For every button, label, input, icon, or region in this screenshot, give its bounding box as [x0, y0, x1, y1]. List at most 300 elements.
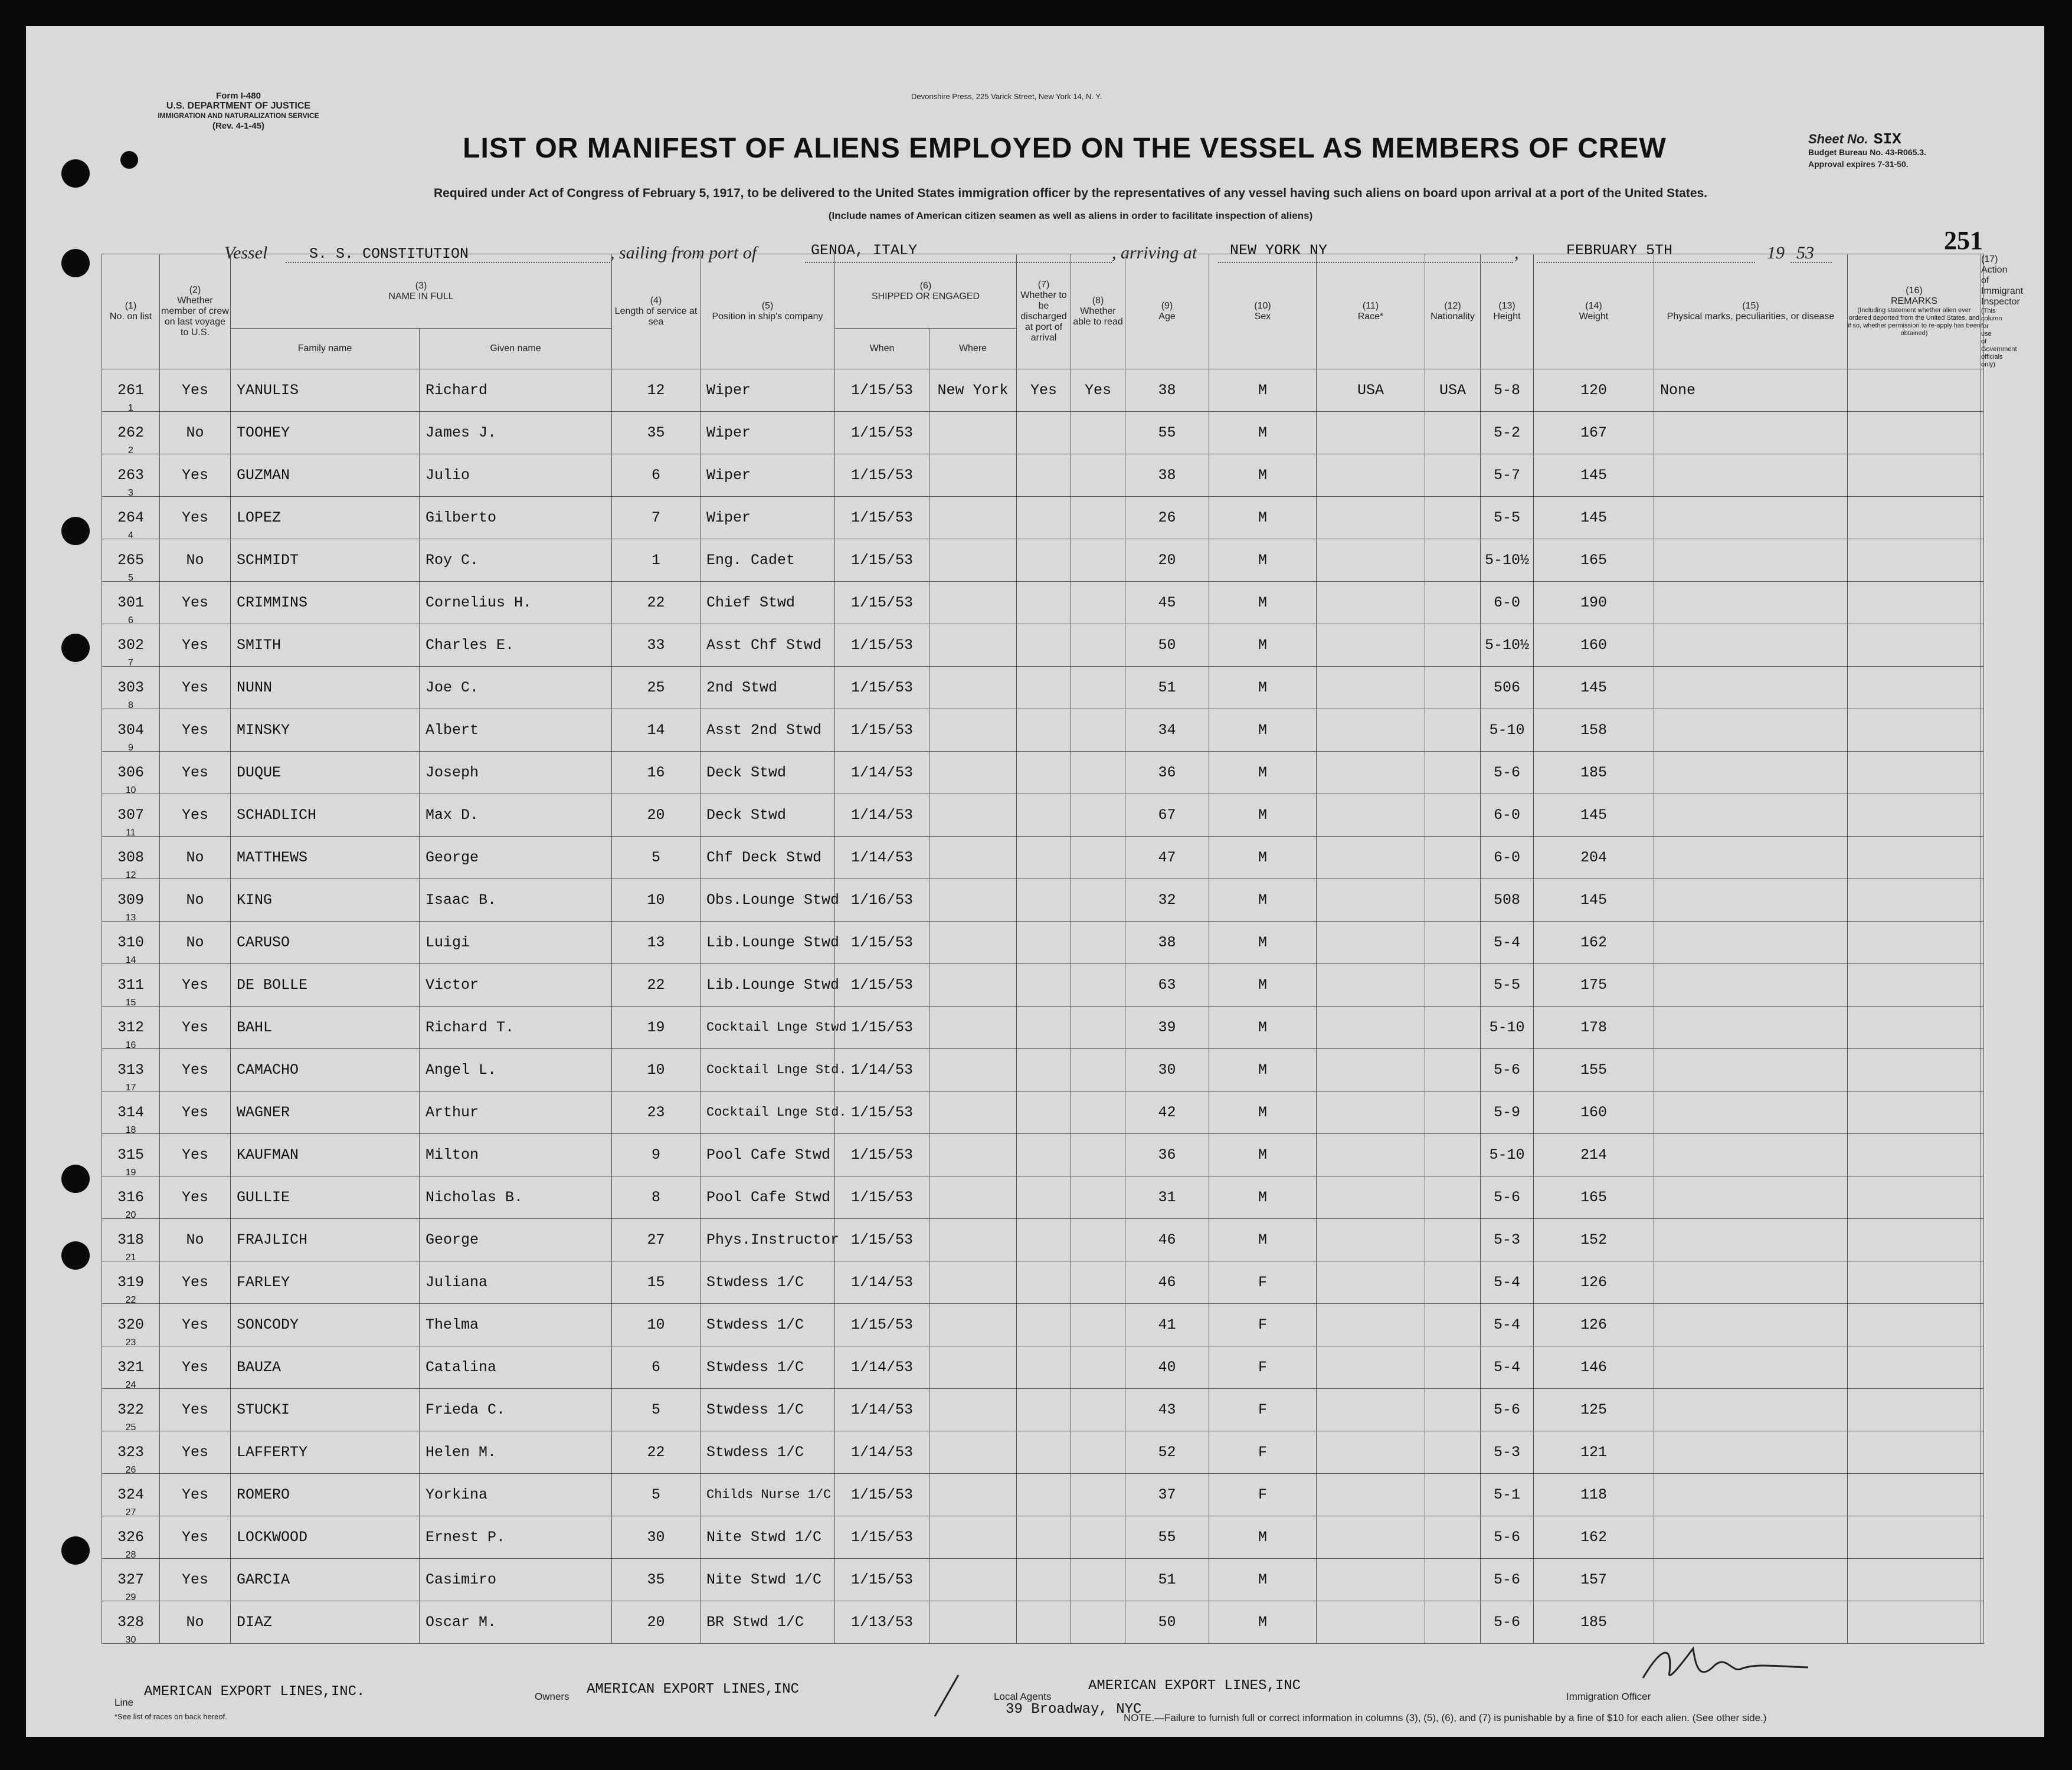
cell-service: 22	[612, 964, 701, 1007]
cell-action	[1981, 794, 1984, 837]
cell-age: 38	[1125, 922, 1209, 964]
cell-where	[929, 837, 1017, 879]
cell-disch	[1017, 667, 1071, 709]
cell-family: STUCKI	[231, 1389, 420, 1431]
cell-height: 5-6	[1481, 1176, 1534, 1219]
cell-nat	[1425, 1474, 1481, 1516]
revision: (Rev. 4-1-45)	[212, 121, 265, 131]
col-shipped-header: (6) SHIPPED OR ENGAGED	[835, 254, 1017, 329]
cell-crew: Yes	[160, 369, 231, 412]
service-name: IMMIGRATION AND NATURALIZATION SERVICE	[158, 112, 319, 120]
line-number: 16	[125, 1040, 136, 1050]
owners-name: AMERICAN EXPORT LINES,INC	[587, 1682, 800, 1697]
cell-no	[102, 1007, 160, 1049]
cell-height: 508	[1481, 879, 1534, 922]
line-number: 20	[125, 1210, 136, 1220]
cell-race	[1317, 1559, 1425, 1601]
col-sex-header: (10) Sex	[1209, 254, 1317, 369]
cell-age: 42	[1125, 1092, 1209, 1134]
cell-nat	[1425, 1516, 1481, 1559]
officer-label: Immigration Officer	[1566, 1691, 1651, 1702]
cell-race	[1317, 922, 1425, 964]
cell-race	[1317, 964, 1425, 1007]
cell-given: Oscar M.	[420, 1601, 612, 1644]
sheet-number: SIX	[1873, 130, 1901, 148]
line-number: 5	[128, 573, 133, 583]
cell-remarks	[1848, 667, 1981, 709]
cell-marks	[1654, 1389, 1848, 1431]
cell-nat	[1425, 1092, 1481, 1134]
cell-family: LOPEZ	[231, 497, 420, 539]
cell-sex: F	[1209, 1474, 1317, 1516]
cell-where	[929, 1007, 1017, 1049]
cell-when: 1/14/53	[835, 1389, 929, 1431]
row-number: 309	[117, 891, 144, 909]
cell-no	[102, 624, 160, 667]
cell-read	[1071, 752, 1125, 794]
cell-position: Wiper	[701, 412, 835, 454]
cell-action	[1981, 454, 1984, 497]
cell-action	[1981, 667, 1984, 709]
page-title: LIST OR MANIFEST OF ALIENS EMPLOYED ON THE VESSEL AS MEMBERS OF CREW	[463, 133, 1667, 164]
cell-read	[1071, 454, 1125, 497]
cell-crew: No	[160, 837, 231, 879]
cell-where	[929, 1304, 1017, 1346]
cell-sex: M	[1209, 1601, 1317, 1644]
budget-bureau: Budget Bureau No. 43-R065.3.	[1808, 148, 1926, 157]
cell-remarks	[1848, 709, 1981, 752]
cell-where	[929, 1559, 1017, 1601]
row-number: 318	[117, 1231, 144, 1248]
cell-given: James J.	[420, 412, 612, 454]
cell-weight: 165	[1534, 539, 1654, 582]
cell-race	[1317, 794, 1425, 837]
table-row	[102, 1304, 1984, 1346]
col-name-header: (3) NAME IN FULL	[231, 254, 612, 329]
cell-height: 5-10	[1481, 709, 1534, 752]
cell-service: 33	[612, 624, 701, 667]
cell-marks	[1654, 582, 1848, 624]
cell-marks	[1654, 412, 1848, 454]
cell-disch	[1017, 1474, 1071, 1516]
cell-position: Pool Cafe Stwd	[701, 1134, 835, 1176]
cell-crew: Yes	[160, 667, 231, 709]
cell-nat: USA	[1425, 369, 1481, 412]
col-discharged-header: (7) Whether to be discharged at port of arrival	[1017, 254, 1071, 369]
cell-read	[1071, 1261, 1125, 1304]
punch-hole	[61, 249, 90, 277]
cell-service: 23	[612, 1092, 701, 1134]
cell-where	[929, 964, 1017, 1007]
cell-position: Asst 2nd Stwd	[701, 709, 835, 752]
cell-disch	[1017, 1261, 1071, 1304]
cell-when: 1/14/53	[835, 752, 929, 794]
cell-weight: 155	[1534, 1049, 1654, 1092]
cell-given: Juliana	[420, 1261, 612, 1304]
cell-remarks	[1848, 1007, 1981, 1049]
cell-position: Stwdess 1/C	[701, 1431, 835, 1474]
cell-position: Deck Stwd	[701, 752, 835, 794]
cell-read: Yes	[1071, 369, 1125, 412]
cell-disch	[1017, 1092, 1071, 1134]
cell-sex: M	[1209, 1134, 1317, 1176]
cell-height: 5-10½	[1481, 539, 1534, 582]
punch-hole	[61, 1536, 90, 1565]
cell-race: USA	[1317, 369, 1425, 412]
table-row	[102, 454, 1984, 497]
vessel-name: S. S. CONSTITUTION	[309, 245, 469, 263]
cell-read	[1071, 1304, 1125, 1346]
cell-position: Stwdess 1/C	[701, 1304, 835, 1346]
row-number: 313	[117, 1061, 144, 1079]
cell-weight: 121	[1534, 1431, 1654, 1474]
cell-nat	[1425, 1219, 1481, 1261]
cell-nat	[1425, 837, 1481, 879]
cell-marks	[1654, 709, 1848, 752]
table-row	[102, 922, 1984, 964]
cell-where	[929, 1346, 1017, 1389]
cell-weight: 157	[1534, 1559, 1654, 1601]
cell-remarks	[1848, 837, 1981, 879]
cell-position: BR Stwd 1/C	[701, 1601, 835, 1644]
cell-weight: 165	[1534, 1176, 1654, 1219]
cell-family: DE BOLLE	[231, 964, 420, 1007]
cell-where	[929, 1474, 1017, 1516]
comma: ,	[1514, 243, 1519, 263]
row-number: 322	[117, 1401, 144, 1418]
cell-where	[929, 412, 1017, 454]
cell-family: CAMACHO	[231, 1049, 420, 1092]
cell-age: 31	[1125, 1176, 1209, 1219]
cell-crew: Yes	[160, 1176, 231, 1219]
cell-crew: Yes	[160, 624, 231, 667]
table-row	[102, 369, 1984, 412]
cell-family: LOCKWOOD	[231, 1516, 420, 1559]
cell-where	[929, 1601, 1017, 1644]
cell-read	[1071, 794, 1125, 837]
cell-given: Joe C.	[420, 667, 612, 709]
cell-race	[1317, 1474, 1425, 1516]
cell-disch	[1017, 1304, 1071, 1346]
cell-nat	[1425, 794, 1481, 837]
line-number: 28	[125, 1550, 136, 1560]
cell-nat	[1425, 709, 1481, 752]
cell-family: FARLEY	[231, 1261, 420, 1304]
cell-sex: M	[1209, 794, 1317, 837]
line-number: 26	[125, 1465, 136, 1475]
cell-disch	[1017, 454, 1071, 497]
cell-marks	[1654, 539, 1848, 582]
cell-weight: 120	[1534, 369, 1654, 412]
cell-remarks	[1848, 879, 1981, 922]
line-number: 23	[125, 1338, 136, 1348]
cell-read	[1071, 624, 1125, 667]
cell-race	[1317, 1346, 1425, 1389]
cell-action	[1981, 1261, 1984, 1304]
cell-position: Chf Deck Stwd	[701, 837, 835, 879]
cell-given: George	[420, 1219, 612, 1261]
cell-disch	[1017, 1007, 1071, 1049]
cell-when: 1/15/53	[835, 412, 929, 454]
cell-service: 6	[612, 1346, 701, 1389]
cell-remarks	[1848, 1601, 1981, 1644]
cell-disch	[1017, 539, 1071, 582]
cell-action	[1981, 1516, 1984, 1559]
cell-nat	[1425, 624, 1481, 667]
cell-height: 5-9	[1481, 1092, 1534, 1134]
table-row	[102, 1261, 1984, 1304]
cell-remarks	[1848, 1559, 1981, 1601]
cell-given: Yorkina	[420, 1474, 612, 1516]
cell-read	[1071, 1219, 1125, 1261]
line-number: 1	[128, 403, 133, 413]
cell-given: Catalina	[420, 1346, 612, 1389]
cell-marks	[1654, 1559, 1848, 1601]
cell-service: 22	[612, 1431, 701, 1474]
cell-sex: M	[1209, 454, 1317, 497]
cell-nat	[1425, 497, 1481, 539]
cell-age: 46	[1125, 1261, 1209, 1304]
cell-service: 12	[612, 369, 701, 412]
cell-when: 1/14/53	[835, 1346, 929, 1389]
cell-service: 1	[612, 539, 701, 582]
cell-marks	[1654, 794, 1848, 837]
cell-sex: M	[1209, 1559, 1317, 1601]
cell-where	[929, 667, 1017, 709]
cell-disch	[1017, 879, 1071, 922]
cell-family: TOOHEY	[231, 412, 420, 454]
cell-height: 6-0	[1481, 837, 1534, 879]
row-number: 311	[117, 976, 144, 994]
cell-given: Cornelius H.	[420, 582, 612, 624]
cell-height: 5-8	[1481, 369, 1534, 412]
cell-disch	[1017, 752, 1071, 794]
cell-action	[1981, 1346, 1984, 1389]
col-weight-header: (14) Weight	[1534, 254, 1654, 369]
cell-marks	[1654, 1092, 1848, 1134]
agents-address: 39 Broadway, NYC	[1006, 1702, 1142, 1717]
header-row-1	[102, 254, 1984, 329]
cell-remarks	[1848, 1134, 1981, 1176]
cell-marks	[1654, 1431, 1848, 1474]
cell-marks	[1654, 1346, 1848, 1389]
row-number: 316	[117, 1189, 144, 1206]
cell-remarks	[1848, 964, 1981, 1007]
cell-weight: 185	[1534, 752, 1654, 794]
cell-where	[929, 539, 1017, 582]
cell-action	[1981, 879, 1984, 922]
cell-read	[1071, 1176, 1125, 1219]
cell-remarks	[1848, 412, 1981, 454]
row-number: 327	[117, 1571, 144, 1588]
cell-no	[102, 1431, 160, 1474]
cell-disch	[1017, 1134, 1071, 1176]
table-row	[102, 1559, 1984, 1601]
cell-no	[102, 1559, 160, 1601]
cell-when: 1/15/53	[835, 1219, 929, 1261]
subtitle: Required under Act of Congress of February 5, 1917, to be delivered to the United States immigration officer by the representatives of any vessel having such aliens on board upon arrival at a port of the United States.	[433, 186, 1708, 200]
cell-when: 1/15/53	[835, 1134, 929, 1176]
line-number: 25	[125, 1422, 136, 1433]
cell-where	[929, 1431, 1017, 1474]
cell-sex: M	[1209, 412, 1317, 454]
cell-race	[1317, 1304, 1425, 1346]
cell-family: GUZMAN	[231, 454, 420, 497]
cell-when: 1/15/53	[835, 1007, 929, 1049]
col-service-header: (4) Length of service at sea	[612, 254, 701, 369]
cell-when: 1/15/53	[835, 624, 929, 667]
cell-where	[929, 582, 1017, 624]
cell-marks	[1654, 1219, 1848, 1261]
line-number: 22	[125, 1295, 136, 1305]
cell-sex: F	[1209, 1261, 1317, 1304]
line-number: 30	[125, 1635, 136, 1645]
cell-age: 39	[1125, 1007, 1209, 1049]
cell-no	[102, 1219, 160, 1261]
cell-height: 5-6	[1481, 1559, 1534, 1601]
cell-where	[929, 1049, 1017, 1092]
line-number: 6	[128, 615, 133, 625]
cell-race	[1317, 879, 1425, 922]
cell-action	[1981, 1176, 1984, 1219]
cell-age: 26	[1125, 497, 1209, 539]
cell-weight: 145	[1534, 794, 1654, 837]
cell-read	[1071, 497, 1125, 539]
cell-disch	[1017, 412, 1071, 454]
col-crew-header: (2) Whether member of crew on last voyage to U.S.	[160, 254, 231, 369]
cell-action	[1981, 1389, 1984, 1431]
cell-weight: 160	[1534, 624, 1654, 667]
cell-given: Ernest P.	[420, 1516, 612, 1559]
cell-given: Gilberto	[420, 497, 612, 539]
cell-position: Stwdess 1/C	[701, 1346, 835, 1389]
cell-marks	[1654, 667, 1848, 709]
cell-service: 7	[612, 497, 701, 539]
cell-nat	[1425, 582, 1481, 624]
cell-action	[1981, 582, 1984, 624]
punch-hole	[61, 517, 90, 545]
cell-no	[102, 709, 160, 752]
arrival-date: FEBRUARY 5TH	[1566, 242, 1673, 259]
table-row	[102, 752, 1984, 794]
cell-race	[1317, 1601, 1425, 1644]
cell-where	[929, 454, 1017, 497]
cell-no	[102, 1389, 160, 1431]
cell-nat	[1425, 1601, 1481, 1644]
cell-action	[1981, 497, 1984, 539]
line-number: 8	[128, 700, 133, 710]
cell-weight: 152	[1534, 1219, 1654, 1261]
cell-when: 1/13/53	[835, 1601, 929, 1644]
cell-service: 8	[612, 1176, 701, 1219]
col-when-header: When	[835, 329, 929, 369]
cell-read	[1071, 1389, 1125, 1431]
cell-sex: M	[1209, 964, 1317, 1007]
cell-nat	[1425, 1431, 1481, 1474]
cell-sex: M	[1209, 582, 1317, 624]
cell-read	[1071, 1559, 1125, 1601]
cell-race	[1317, 1219, 1425, 1261]
cell-crew: Yes	[160, 1007, 231, 1049]
cell-age: 36	[1125, 752, 1209, 794]
line-label: Line	[114, 1697, 134, 1708]
cell-sex: F	[1209, 1389, 1317, 1431]
cell-disch	[1017, 497, 1071, 539]
row-number: 321	[117, 1359, 144, 1376]
cell-service: 5	[612, 1389, 701, 1431]
table-row	[102, 837, 1984, 879]
cell-service: 35	[612, 412, 701, 454]
cell-where	[929, 1134, 1017, 1176]
cell-race	[1317, 1007, 1425, 1049]
cell-where	[929, 1261, 1017, 1304]
col-marks-header: (15) Physical marks, peculiarities, or disease	[1654, 254, 1848, 369]
cell-nat	[1425, 454, 1481, 497]
cell-no	[102, 794, 160, 837]
cell-read	[1071, 922, 1125, 964]
cell-no	[102, 922, 160, 964]
cell-age: 52	[1125, 1431, 1209, 1474]
cell-where	[929, 1516, 1017, 1559]
cell-no	[102, 1134, 160, 1176]
cell-crew: No	[160, 922, 231, 964]
cell-nat	[1425, 412, 1481, 454]
cell-read	[1071, 667, 1125, 709]
cell-given: Luigi	[420, 922, 612, 964]
table-row	[102, 412, 1984, 454]
cell-action	[1981, 1431, 1984, 1474]
row-number: 308	[117, 849, 144, 866]
col-remarks-header: (16) REMARKS (Including statement whether alien ever ordered deported from the United States, and if so, whether permission to re-apply has been obtained)	[1848, 254, 1981, 369]
cell-nat	[1425, 1134, 1481, 1176]
cell-family: CARUSO	[231, 922, 420, 964]
row-number: 320	[117, 1316, 144, 1333]
cell-no	[102, 752, 160, 794]
cell-marks	[1654, 1134, 1848, 1176]
cell-weight: 167	[1534, 412, 1654, 454]
cell-read	[1071, 879, 1125, 922]
cell-position: Eng. Cadet	[701, 539, 835, 582]
cell-sex: M	[1209, 709, 1317, 752]
cell-family: DIAZ	[231, 1601, 420, 1644]
cell-given: Victor	[420, 964, 612, 1007]
cell-sex: M	[1209, 1049, 1317, 1092]
cell-nat	[1425, 1049, 1481, 1092]
cell-weight: 204	[1534, 837, 1654, 879]
cell-weight: 118	[1534, 1474, 1654, 1516]
cell-when: 1/14/53	[835, 837, 929, 879]
cell-where	[929, 794, 1017, 837]
cell-remarks	[1848, 497, 1981, 539]
cell-family: SCHADLICH	[231, 794, 420, 837]
cell-when: 1/15/53	[835, 709, 929, 752]
cell-height: 5-4	[1481, 1261, 1534, 1304]
arriving-port: NEW YORK NY	[1230, 242, 1328, 259]
cell-sex: M	[1209, 879, 1317, 922]
cell-race	[1317, 1092, 1425, 1134]
cell-remarks	[1848, 1431, 1981, 1474]
cell-nat	[1425, 964, 1481, 1007]
table-row	[102, 667, 1984, 709]
cell-age: 51	[1125, 1559, 1209, 1601]
cell-race	[1317, 837, 1425, 879]
cell-crew: Yes	[160, 582, 231, 624]
cell-height: 5-4	[1481, 922, 1534, 964]
cell-nat	[1425, 752, 1481, 794]
cell-when: 1/15/53	[835, 922, 929, 964]
cell-age: 32	[1125, 879, 1209, 922]
cell-no	[102, 497, 160, 539]
